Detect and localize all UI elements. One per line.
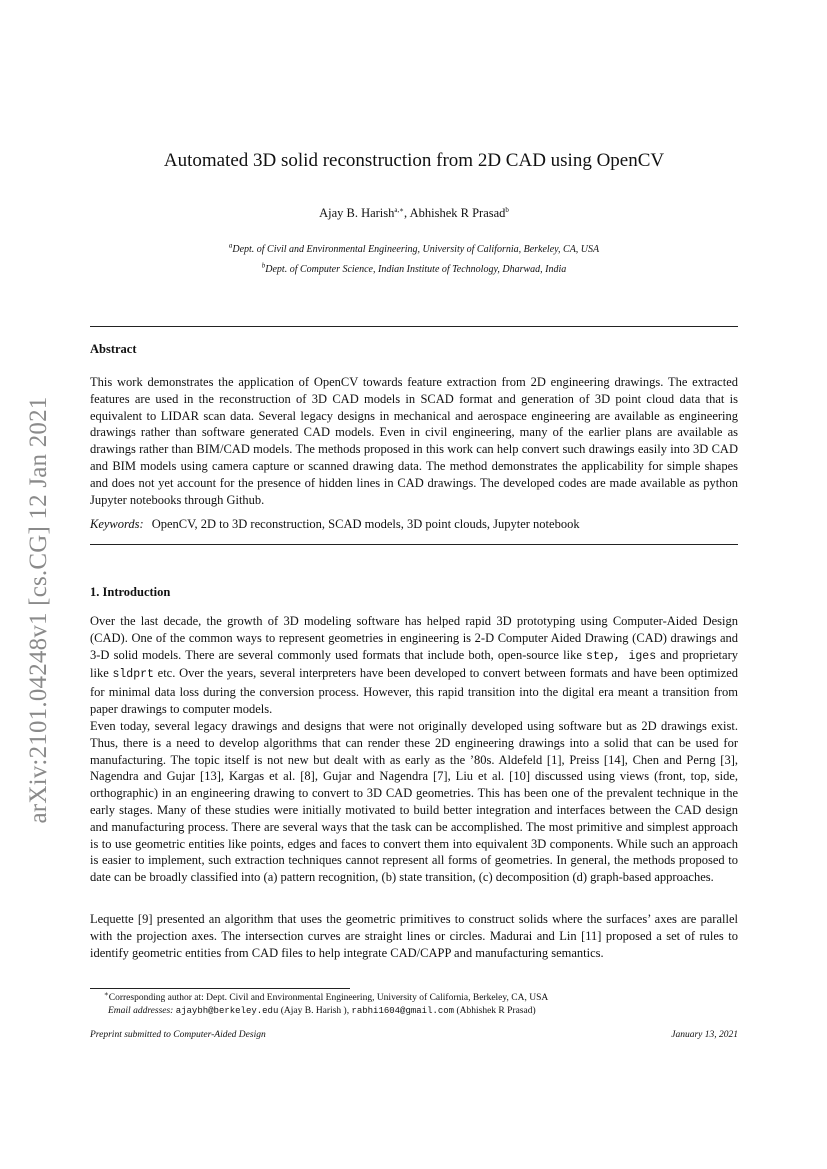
affiliation xyxy=(90,241,738,255)
affiliation xyxy=(90,261,738,275)
footnote-rule xyxy=(90,988,350,989)
keywords-text: OpenCV, 2D to 3D reconstruction, SCAD models, 3D point clouds, Jupyter notebook xyxy=(151,517,580,531)
paragraph-text: Over the last decade, the growth of 3D modeling software has helped rapid 3D prototyping using Computer-Aided Design (CAD). One of the common ways to represent geometries in engineering is 2-D Computer Aided Drawing (CAD) drawings and 3-D solid models. There are several commonly used formats that include both, open-source like xyxy=(90,614,738,662)
intro-paragraph-3: Lequette [9] presented an algorithm that uses the geometric primitives to construct solids where the surfaces’ axes are parallel with the projection axes. The intersection curves are straight lines or circles. Madurai and Lin [11] proposed a set of rules to identify geometric entities from CAD files to help integrate CAD/CAPP and manufacturing semantics. xyxy=(90,912,738,960)
affiliation-marker: a xyxy=(228,241,233,250)
format-code: step, iges xyxy=(586,649,657,663)
paragraph-text: and proprietary like xyxy=(90,647,738,681)
section-heading-introduction: 1. Introduction xyxy=(90,585,171,599)
author-separator: , xyxy=(404,206,410,220)
email-address: rabhi1604@gmail.com xyxy=(351,1006,455,1016)
footnote-text: Corresponding author at: Dept. Civil and Environmental Engineering, University of California, Berkeley, CA, USA xyxy=(108,993,549,1003)
footnote-marker: ∗ xyxy=(104,989,109,998)
arxiv-identifier-text: arXiv:2101.04248v1 [cs.CG] 12 Jan 2021 xyxy=(25,396,52,824)
affiliation-marker: b xyxy=(261,261,266,270)
abstract-text: This work demonstrates the application of OpenCV towards feature extraction from 2D engineering drawings. The extracted features are used in the reconstruction of 3D CAD models in SCAD format and generation of 3D point cloud data that is equivalent to LIDAR scan data. Several legacy designs in mechanical and aerospace engineering are available as engineering drawings rather than software generated CAD models. Even in civil engineering, many of the earlier plans are available as drawings rather than BIM/CAD models. The methods proposed in this work can help convert such drawings easily into 3D CAD and BIM models using camera capture or scanned drawing data. The method demonstrates the applicability for simple shapes and does not yet account for the presence of hidden lines in CAD drawings. The developed codes are made available as python Jupyter notebooks through Github. xyxy=(90,375,738,507)
affiliation-text: Dept. of Computer Science, Indian Institute of Technology, Dharwad, India xyxy=(265,264,567,275)
footnote-corresponding xyxy=(90,989,738,1005)
intro-paragraph-2: Even today, several legacy drawings and designs that were not originally developed using software but as 2D drawings exist. Thus, there is a need to develop algorithms that can render these 2D engineering drawings into a solid that can be used for manufacturing. The topic itself is not new but dealt with as early as the ’80s. Aldefeld [1], Preiss [14], Chen and Perng [3], Nagendra and Gujar [13], Kargas et al. [8], Gujar and Nagendra [7], Liu et al. [10] discussed using views (front, top, side, orthographic) in an engineering drawing to convert to 3D CAD geometries. This has been one of the prevalent technique in the early stages. Many of these studies were initially motivated to build better integration and interfaces between the CAD design and manufacturing process. There are several ways that the task can be accomplished. The most primitive and simplest approach is to use geometric entities like points, edges and faces to convert them into equivalent 3D components. While such an approach is easier to implement, such extraction techniques cannot represent all forms of geometries. In general, the methods proposed to date can be broadly classified into (a) pattern recognition, (b) state transition, (c) decomposition (d) graph-based approaches. xyxy=(90,719,738,885)
paragraph-text: etc. Over the years, several interpreters have been developed to convert between formats and have been optimized for minimal data loss during the conversion process. However, this rapid transition into the digital era meant a transition from paper drawings to computer models. xyxy=(90,666,738,716)
author-name: Abhishek R Prasad xyxy=(409,206,506,220)
email-address: ajaybh@berkeley.edu xyxy=(175,1006,279,1016)
paper-title: Automated 3D solid reconstruction from 2D CAD using OpenCV xyxy=(163,150,665,171)
arxiv-identifier xyxy=(24,370,54,850)
abstract-heading: Abstract xyxy=(90,342,137,356)
abstract-top-rule xyxy=(90,326,738,327)
affiliation-text: Dept. of Civil and Environmental Engineering, University of California, Berkeley, CA, USA xyxy=(232,244,600,255)
author-affiliation-marker: b xyxy=(505,205,509,214)
intro-paragraph-1 xyxy=(90,613,738,718)
email-label: Email addresses: xyxy=(108,1006,174,1016)
author-name: Ajay B. Harish xyxy=(319,206,395,220)
keywords-label: Keywords: xyxy=(90,517,144,531)
submission-note: Preprint submitted to Computer-Aided Design xyxy=(90,1030,266,1040)
footnote-emails xyxy=(90,1005,738,1018)
preprint-date: January 13, 2021 xyxy=(671,1030,738,1040)
author-list xyxy=(90,206,738,221)
keywords xyxy=(90,517,738,532)
email-owner: (Abhishek R Prasad) xyxy=(454,1006,536,1016)
format-code: sldprt xyxy=(112,668,154,682)
author-affiliation-marker: a,∗ xyxy=(394,205,405,214)
abstract-bottom-rule xyxy=(90,544,738,545)
page-footer xyxy=(90,1030,738,1040)
email-owner: (Ajay B. Harish ), xyxy=(278,1006,352,1016)
